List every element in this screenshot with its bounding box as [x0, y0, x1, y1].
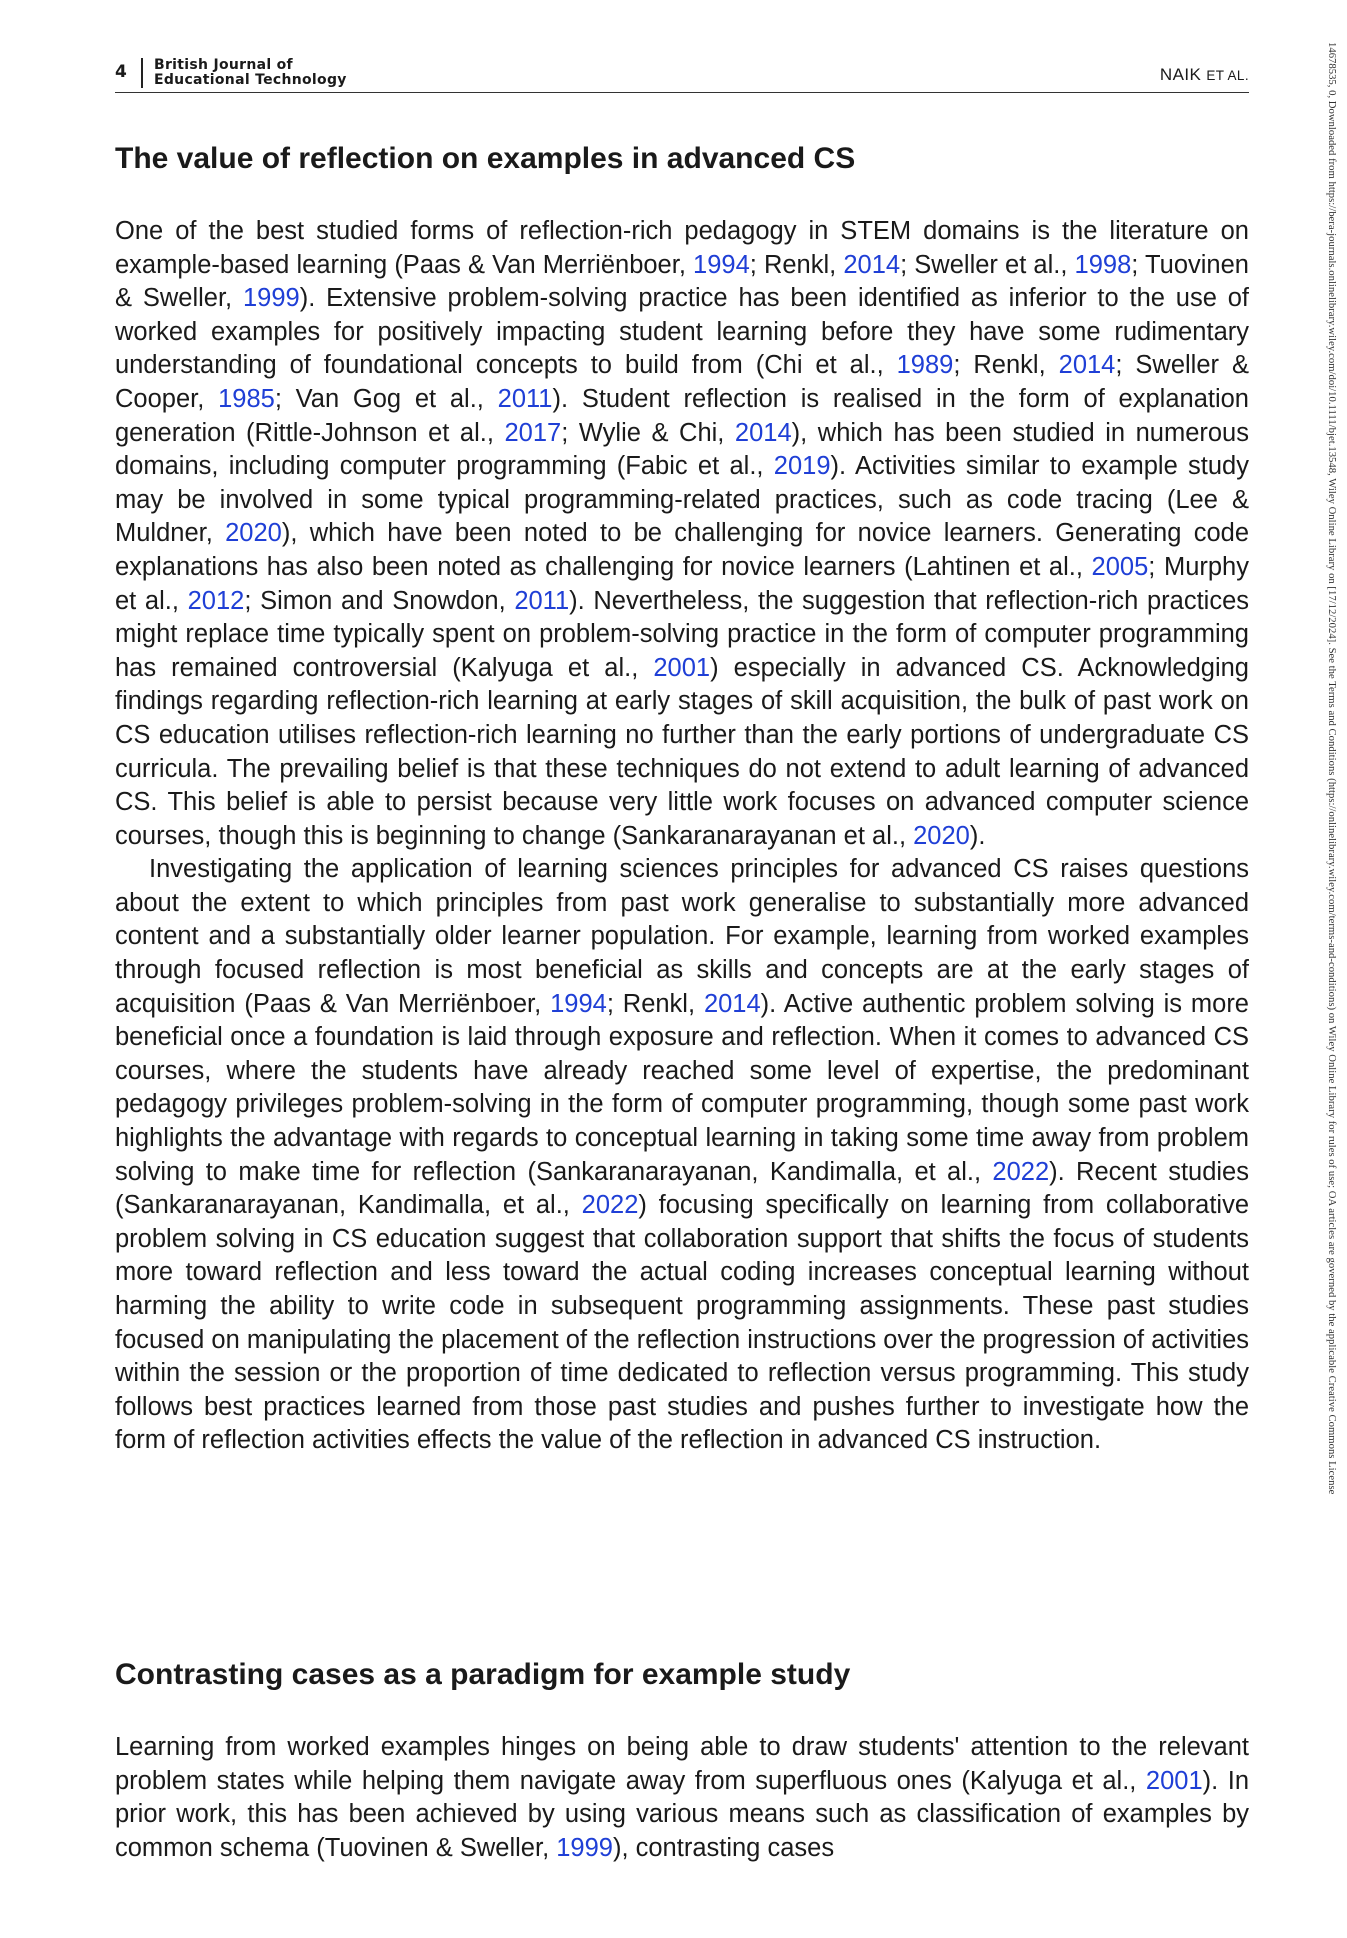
citation-link[interactable]: 2014: [843, 250, 901, 279]
download-side-note: [1324, 42, 1338, 1912]
citation-link[interactable]: 2014: [734, 418, 792, 447]
citation-link[interactable]: 2022: [581, 1191, 639, 1220]
authors-small-caps: ET AL.: [1206, 68, 1249, 83]
authors-main: NAIK: [1159, 65, 1207, 84]
citation-link[interactable]: 2019: [773, 452, 831, 481]
citation-link[interactable]: 2012: [187, 586, 245, 615]
section-body-1: [115, 215, 1249, 1458]
citation-link[interactable]: 1999: [242, 284, 300, 313]
section-heading-2: Contrasting cases as a paradigm for example study: [115, 1658, 851, 1691]
citation-link[interactable]: 2014: [703, 989, 761, 1018]
citation-link[interactable]: 1998: [1074, 250, 1132, 279]
citation-link[interactable]: 2017: [504, 418, 562, 447]
paragraph: Learning from worked examples hinges on being able to draw students' attention to the relevant problem states while helping them navigate away from superfluous ones (Kalyuga et al., 2001). In prior work, this has been achieved by using various means such as classification of examples by common schema (Tuovinen & Sweller, 1999), contrasting cases: [115, 1733, 1249, 1862]
paragraph: One of the best studied forms of reflection-rich pedagogy in STEM domains is the literature on example-based learning (Paas & Van Merriënboer, 1994; Renkl, 2014; Sweller et al., 1998; Tuovinen & Sweller, 1999). Extensive problem-solving practice has been identified as inferior to the use of worked examples for positively impacting student learning before they have some rudimentary understanding of foundational concepts to build from (Chi et al., 1989; Renkl, 2014; Sweller & Cooper, 1985; Van Gog et al., 2011). Student reflection is realised in the form of explanation generation (Rittle-Johnson et al., 2017; Wylie & Chi, 2014), which has been studied in numerous domains, including computer programming (Fabic et al., 2019). Activities similar to example study may be involved in some typical programming-related practices, such as code tracing (Lee & Muldner, 2020), which have been noted to be challenging for novice learners. Generating code explanations has also been noted as challenging for novice learners (Lahtinen et al., 2005; Murphy et al., 2012; Simon and Snowdon, 2011). Nevertheless, the suggestion that reflection-rich practices might replace time typically spent on problem-solving practice in the form of computer programming has remained controversial (Kalyuga et al., 2001) especially in advanced CS. Acknowledging findings regarding reflection-rich learning at early stages of skill acquisition, the bulk of past work on CS education utilises reflection-rich learning no further than the early portions of undergraduate CS curricula. The prevailing belief is that these techniques do not extend to adult learning of advanced CS. This belief is able to persist because very little work focuses on advanced computer science courses, though this is beginning to change (Sankaranarayanan et al., 2020).: [115, 217, 1250, 850]
citation-link[interactable]: 2014: [1058, 351, 1116, 380]
citation-link[interactable]: 2011: [514, 586, 570, 615]
section-heading-1: The value of reflection on examples in advanced CS: [115, 142, 856, 175]
citation-link[interactable]: 1985: [218, 384, 275, 413]
citation-link[interactable]: 2005: [1091, 552, 1149, 581]
page-number: 4: [115, 62, 127, 82]
citation-link[interactable]: 1999: [556, 1833, 613, 1862]
citation-link[interactable]: 2011: [497, 384, 553, 413]
section-body-2: [115, 1731, 1249, 1865]
running-header: [115, 56, 1249, 93]
citation-link[interactable]: 1989: [896, 351, 954, 380]
journal-name: [154, 58, 347, 88]
side-note-text: 14678535, 0, Downloaded from https://bera-journals.onlinelibrary.wiley.com/doi/10.1111/bjet.13548, Wiley Online Library on [17/12/2024]. See the Terms and Conditions (https://onlinelibrary.wiley.com/terms-and-conditions) on Wiley Online Library for rules of use; OA articles are governed by the applicable Creative Commons License: [1326, 42, 1338, 1495]
citation-link[interactable]: 2001: [653, 653, 711, 682]
paragraph: Investigating the application of learning sciences principles for advanced CS raises questions about the extent to which principles from past work generalise to substantially more advanced content and a substantially older learner population. For example, learning from worked examples through focused reflection is most beneficial as skills and concepts are at the early stages of acquisition (Paas & Van Merriënboer, 1994; Renkl, 2014). Active authentic problem solving is more beneficial once a foundation is laid through exposure and reflection. When it comes to advanced CS courses, where the students have already reached some level of expertise, the predominant pedagogy privileges problem-solving in the form of computer programming, though some past work highlights the advantage with regards to conceptual learning in taking some time away from problem solving to make time for reflection (Sankaranarayanan, Kandimalla, et al., 2022). Recent studies (Sankaranarayanan, Kandimalla, et al., 2022) focusing specifically on learning from collaborative problem solving in CS education suggest that collaboration support that shifts the focus of students more toward reflection and less toward the actual coding increases conceptual learning without harming the ability to write code in subsequent programming assignments. These past studies focused on manipulating the placement of the reflection instructions over the progression of activities within the session or the proportion of time dedicated to reflection versus programming. This study follows best practices learned from those past studies and pushes further to investigate how the form of reflection activities effects the value of the reflection in advanced CS instruction.: [115, 855, 1249, 1455]
citation-link[interactable]: 1994: [550, 989, 607, 1018]
journal-name-line-2: Educational Technology: [154, 72, 347, 88]
citation-link[interactable]: 1994: [693, 250, 750, 279]
citation-link[interactable]: 2022: [992, 1157, 1050, 1186]
citation-link[interactable]: 2020: [913, 821, 970, 850]
header-divider: [141, 58, 143, 88]
journal-name-line-1: British Journal of: [154, 57, 293, 73]
citation-link[interactable]: 2020: [225, 519, 282, 548]
citation-link[interactable]: 2001: [1145, 1766, 1203, 1795]
running-authors: [1160, 65, 1249, 85]
